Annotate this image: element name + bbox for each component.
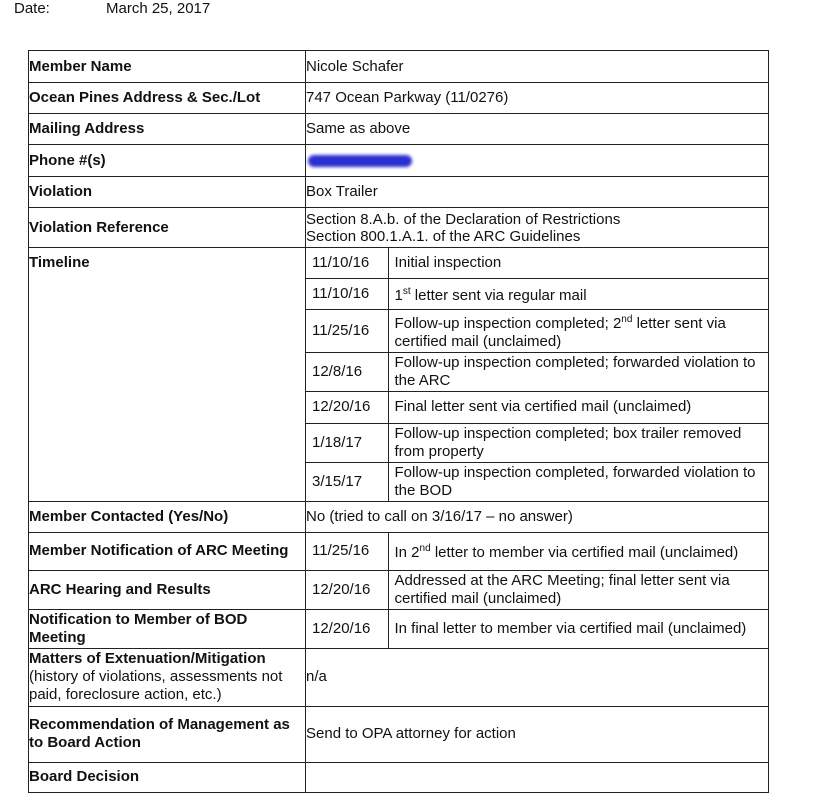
extenuation-label: Matters of Extenuation/Mitigation <box>29 650 266 667</box>
arc-notification-cell <box>306 532 769 570</box>
contacted-label: Member Contacted (Yes/No) <box>29 501 306 532</box>
phone-value <box>306 145 769 177</box>
row-address <box>29 83 769 114</box>
timeline-date: 1/18/17 <box>306 423 388 462</box>
timeline-row <box>306 423 768 462</box>
row-arc-hearing <box>29 570 769 609</box>
timeline-event: Follow-up inspection completed; box trailer removed from property <box>388 423 768 462</box>
bod-notification-date: 12/20/16 <box>306 610 388 648</box>
timeline-event: Initial inspection <box>388 248 768 278</box>
timeline-date: 11/10/16 <box>306 248 388 278</box>
date-label: Date: <box>14 0 50 17</box>
contacted-value: No (tried to call on 3/16/17 – no answer) <box>306 501 769 532</box>
row-member-contacted <box>29 501 769 532</box>
row-board-decision <box>29 762 769 792</box>
mailing-value: Same as above <box>306 114 769 145</box>
row-bod-notification <box>29 609 769 648</box>
timeline-row <box>306 462 768 501</box>
arc-notification-text: In 2nd letter to member via certified mail (unclaimed) <box>394 543 739 561</box>
bod-notification-label: Notification to Member of BOD Meeting <box>29 609 306 648</box>
timeline-event: Follow-up inspection completed, forwarded violation to the BOD <box>388 462 768 501</box>
timeline-date: 3/15/17 <box>306 462 388 501</box>
board-decision-label: Board Decision <box>29 762 306 792</box>
date-value: March 25, 2017 <box>106 0 211 17</box>
timeline-row <box>306 309 768 352</box>
timeline-row <box>306 278 768 309</box>
violation-value: Box Trailer <box>306 177 769 208</box>
timeline-row <box>306 248 768 278</box>
address-value: 747 Ocean Parkway (11/0276) <box>306 83 769 114</box>
arc-hearing-label: ARC Hearing and Results <box>29 570 306 609</box>
timeline-event: Final letter sent via certified mail (unclaimed) <box>388 391 768 423</box>
row-arc-notification <box>29 532 769 570</box>
recommendation-value: Send to OPA attorney for action <box>306 706 769 762</box>
violation-ref-line2: Section 800.1.A.1. of the ARC Guidelines <box>306 227 581 245</box>
row-phone <box>29 145 769 177</box>
board-decision-value <box>306 762 769 792</box>
timeline-label: Timeline <box>29 248 306 502</box>
timeline-event: 1st letter sent via regular mail <box>388 278 768 309</box>
timeline-row <box>306 352 768 391</box>
timeline-date: 12/8/16 <box>306 352 388 391</box>
extenuation-sublabel: (history of violations, assessments not paid, foreclosure action, etc.) <box>29 668 283 703</box>
timeline-row <box>306 391 768 423</box>
row-extenuation <box>29 648 769 706</box>
arc-hearing-date: 12/20/16 <box>306 571 388 609</box>
address-label: Ocean Pines Address & Sec./Lot <box>29 83 306 114</box>
phone-label: Phone #(s) <box>29 145 306 177</box>
violation-label: Violation <box>29 177 306 208</box>
arc-hearing-text: Addressed at the ARC Meeting; final letter sent via certified mail (unclaimed) <box>394 571 730 607</box>
member-name-label: Member Name <box>29 51 306 83</box>
arc-notification-date: 11/25/16 <box>306 533 388 570</box>
redaction-mark <box>308 155 412 167</box>
row-timeline <box>29 248 769 502</box>
timeline-date: 11/25/16 <box>306 309 388 352</box>
bod-notification-text: In final letter to member via certified mail (unclaimed) <box>394 619 747 637</box>
arc-notification-label: Member Notification of ARC Meeting <box>29 532 306 570</box>
recommendation-label: Recommendation of Management as to Board Action <box>29 706 306 762</box>
violation-ref-label: Violation Reference <box>29 208 306 248</box>
arc-hearing-cell <box>306 570 769 609</box>
timeline-event: Follow-up inspection completed; 2nd letter sent via certified mail (unclaimed) <box>388 309 768 352</box>
member-name-value: Nicole Schafer <box>306 51 769 83</box>
row-recommendation <box>29 706 769 762</box>
row-mailing <box>29 114 769 145</box>
row-member-name <box>29 51 769 83</box>
timeline-date: 12/20/16 <box>306 391 388 423</box>
timeline-event: Follow-up inspection completed; forwarded violation to the ARC <box>388 352 768 391</box>
extenuation-value: n/a <box>306 648 769 706</box>
bod-notification-cell <box>306 609 769 648</box>
violation-report-table <box>28 50 769 793</box>
row-violation <box>29 177 769 208</box>
row-violation-reference <box>29 208 769 248</box>
timeline-cell <box>306 248 769 502</box>
violation-ref-line1: Section 8.A.b. of the Declaration of Restrictions <box>306 210 621 228</box>
violation-ref-value <box>306 208 769 248</box>
mailing-label: Mailing Address <box>29 114 306 145</box>
extenuation-label-cell <box>29 648 306 706</box>
timeline-table <box>306 248 768 501</box>
timeline-date: 11/10/16 <box>306 278 388 309</box>
